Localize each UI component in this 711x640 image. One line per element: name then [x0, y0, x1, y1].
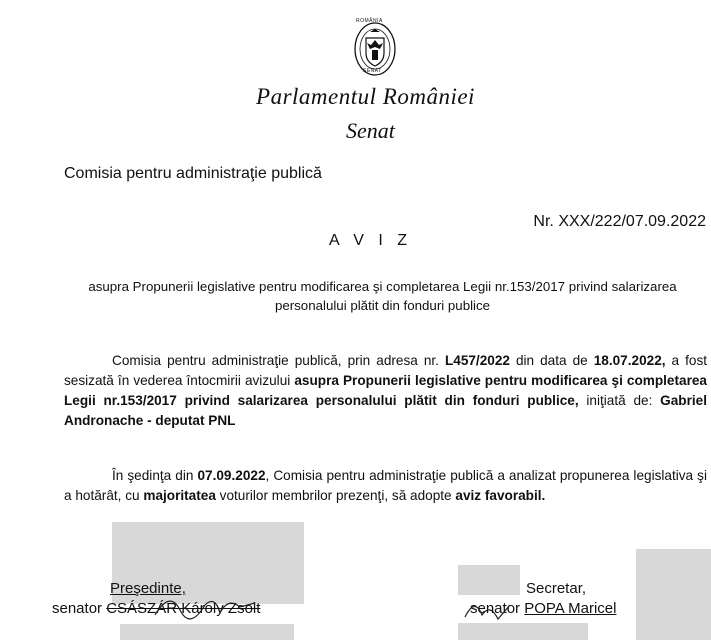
- p2-text-3: voturilor membrilor prezenţi, să adopte: [215, 488, 456, 503]
- paragraph-referral: [64, 351, 707, 431]
- p1-subject: asupra Propunerii legislative pentru modificarea şi completarea Legii nr.153/2017 privind salarizarea personalului plătit din fonduri publice,: [64, 373, 707, 408]
- president-title: senator: [52, 600, 107, 617]
- p1-text-4: iniţiată de:: [578, 393, 661, 408]
- decision: aviz favorabil.: [455, 488, 546, 503]
- redaction-block: [458, 623, 588, 640]
- president-signature: [150, 585, 260, 625]
- institution-name: Parlamentul României: [256, 84, 475, 109]
- p2-text-1: În şedinţa din: [112, 468, 198, 483]
- majority: majoritatea: [143, 488, 216, 503]
- secretary-signature: [460, 595, 520, 625]
- secretary-title: senator: [470, 600, 525, 617]
- president-role: Preşedinte,: [110, 580, 186, 597]
- document-title: A V I Z: [328, 232, 412, 249]
- p2-text-2: , Comisia pentru administraţie publică a analizat propunerea legislativa şi a hotărât, cu: [64, 468, 707, 503]
- redaction-block: [636, 549, 711, 640]
- secretary-role: Secretar,: [526, 580, 587, 597]
- subject-line-1: asupra Propunerii legislative pentru modificarea şi completarea Legii nr.153/2017 privind salarizarea: [88, 279, 677, 294]
- secretary-name: POPA Maricel: [524, 600, 617, 617]
- committee-name: Comisia pentru administraţie publică: [64, 165, 322, 182]
- president-name: CSÁSZÁR Károly Zsolt: [106, 600, 261, 617]
- document-subject: [55, 277, 710, 315]
- referral-date: 18.07.2022,: [593, 353, 666, 368]
- p1-text-2: din data de: [509, 353, 594, 368]
- redaction-block: [458, 565, 520, 595]
- initiator: Gabriel Andronache - deputat PNL: [64, 393, 707, 428]
- seal-top-text: ROMÂNIA: [356, 18, 383, 24]
- address-number: L457/2022: [444, 353, 510, 368]
- seal-bottom-text: SENAT: [363, 68, 382, 74]
- meeting-date: 07.09.2022: [197, 468, 266, 483]
- document-number: Nr. XXX/222/07.09.2022: [533, 213, 706, 230]
- subject-line-2: personalului plătit din fonduri publice: [274, 298, 491, 313]
- redaction-block: [120, 624, 294, 640]
- p1-text-1: Comisia pentru administraţie publică, prin adresa nr.: [112, 353, 445, 368]
- paragraph-decision: [64, 466, 707, 506]
- chamber-name: Senat: [346, 118, 395, 143]
- p1-text-3: a fost sesizată în vederea întocmirii avizului: [64, 353, 708, 388]
